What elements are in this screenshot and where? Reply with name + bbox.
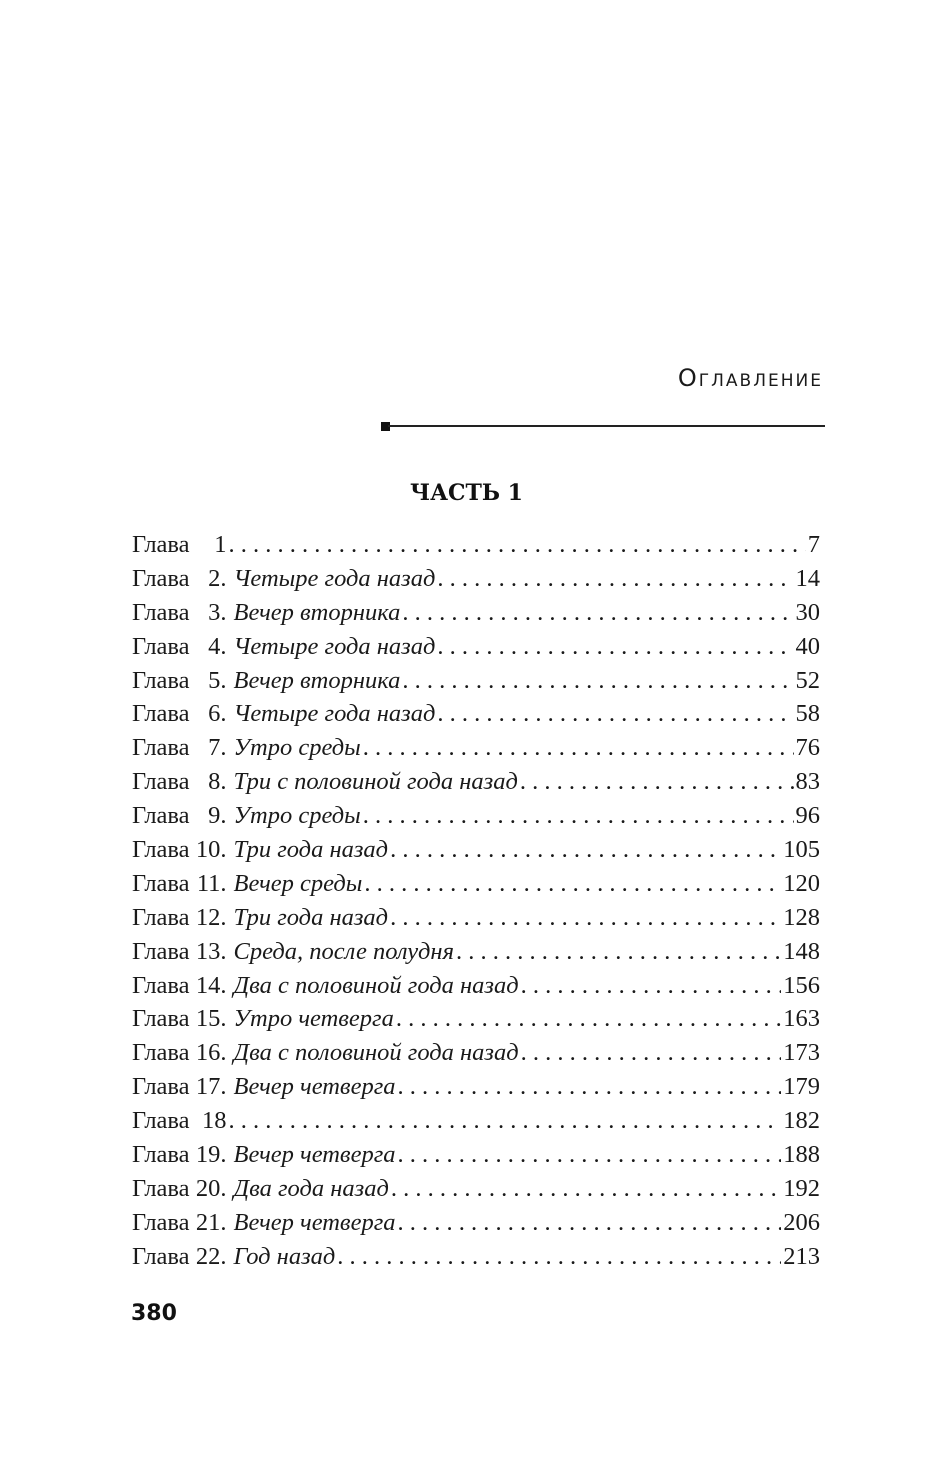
- chapter-title: Четыре года назад: [233, 632, 436, 660]
- chapter-title: Два с половиной года назад: [233, 1039, 519, 1067]
- dot-leader: [402, 664, 793, 698]
- chapter-title: Три с половиной года назад: [233, 768, 518, 796]
- chapter-label: Глава: [132, 1141, 190, 1169]
- chapter-number: 15.: [195, 1005, 227, 1033]
- dot-leader: [398, 1070, 782, 1104]
- toc-entry: [132, 1104, 820, 1138]
- chapter-label: Глава: [132, 937, 190, 965]
- chapter-number: 12.: [195, 903, 227, 931]
- chapter-title: Утро четверга: [233, 1005, 394, 1033]
- chapter-title: Год назад: [233, 1242, 336, 1270]
- toc-entry: [132, 1172, 820, 1206]
- chapter-page-number: 40: [795, 632, 820, 660]
- chapter-number: 9.: [208, 802, 227, 830]
- chapter-label: Глава: [132, 1005, 190, 1033]
- chapter-label: Глава: [132, 802, 190, 830]
- dot-leader: [521, 969, 782, 1003]
- chapter-page-number: 30: [795, 598, 820, 626]
- chapter-page-number: 156: [783, 971, 820, 999]
- toc-entry: [132, 528, 820, 562]
- chapter-label: Глава: [132, 1107, 190, 1135]
- toc-entry: [132, 596, 820, 630]
- chapter-page-number: 192: [783, 1174, 820, 1202]
- chapter-page-number: 76: [795, 734, 820, 762]
- dot-leader: [396, 1002, 781, 1036]
- table-of-contents: [132, 528, 820, 1274]
- chapter-number: 6.: [208, 700, 227, 728]
- chapter-page-number: 213: [783, 1242, 820, 1270]
- toc-entry: [132, 1206, 820, 1240]
- chapter-title: Два с половиной года назад: [233, 971, 519, 999]
- chapter-number: 19.: [195, 1141, 227, 1169]
- dot-leader: [456, 935, 781, 969]
- chapter-title: Четыре года назад: [233, 564, 436, 592]
- dot-leader: [402, 596, 793, 630]
- chapter-title: Утро среды: [233, 802, 361, 830]
- chapter-number: 2.: [208, 564, 227, 592]
- toc-entry: [132, 1138, 820, 1172]
- toc-entry: [132, 630, 820, 664]
- chapter-number: 11.: [196, 869, 227, 897]
- chapter-number: 20.: [195, 1174, 227, 1202]
- dot-leader: [390, 901, 781, 935]
- chapter-title: Вечер вторника: [233, 598, 401, 626]
- chapter-number: 4.: [208, 632, 227, 660]
- chapter-label: Глава: [132, 1242, 190, 1270]
- chapter-label: Глава: [132, 734, 190, 762]
- chapter-label: Глава: [132, 1208, 190, 1236]
- toc-entry: [132, 969, 820, 1003]
- chapter-label: Глава: [132, 903, 190, 931]
- dot-leader: [437, 697, 793, 731]
- dot-leader: [363, 731, 794, 765]
- chapter-page-number: 14: [795, 564, 820, 592]
- dot-leader: [437, 562, 793, 596]
- toc-entry: [132, 833, 820, 867]
- chapter-page-number: 58: [795, 700, 820, 728]
- chapter-number: 21.: [195, 1208, 227, 1236]
- dot-leader: [363, 799, 794, 833]
- dot-leader: [398, 1138, 782, 1172]
- chapter-title: Вечер среды: [233, 869, 363, 897]
- toc-entry: [132, 731, 820, 765]
- chapter-number: 3.: [208, 598, 227, 626]
- chapter-page-number: 163: [783, 1005, 820, 1033]
- chapter-page-number: 120: [783, 869, 820, 897]
- chapter-page-number: 179: [783, 1073, 820, 1101]
- dot-leader: [364, 867, 781, 901]
- toc-entry: [132, 664, 820, 698]
- chapter-title: Вечер четверга: [233, 1141, 396, 1169]
- dot-leader: [391, 1172, 781, 1206]
- dot-leader: [337, 1240, 781, 1274]
- chapter-page-number: 105: [783, 836, 820, 864]
- toc-entry: [132, 1240, 820, 1274]
- page-number: 380: [131, 1301, 177, 1326]
- chapter-label: Глава: [132, 666, 190, 694]
- dot-leader: [520, 765, 794, 799]
- chapter-label: Глава: [132, 1174, 190, 1202]
- chapter-number: 5.: [208, 666, 227, 694]
- dot-leader: [398, 1206, 782, 1240]
- chapter-number: 17.: [195, 1073, 227, 1101]
- toc-entry: [132, 1070, 820, 1104]
- toc-entry: [132, 867, 820, 901]
- toc-heading: Оглавление: [677, 364, 823, 392]
- chapter-label: Глава: [132, 564, 190, 592]
- toc-entry: [132, 901, 820, 935]
- part-title: ЧАСТЬ 1: [409, 480, 523, 506]
- toc-entry: [132, 765, 820, 799]
- chapter-label: Глава: [132, 598, 190, 626]
- chapter-label: Глава: [132, 700, 190, 728]
- dot-leader: [229, 528, 806, 562]
- dot-leader: [390, 833, 781, 867]
- chapter-label: Глава: [132, 1073, 190, 1101]
- chapter-page-number: 96: [795, 802, 820, 830]
- dot-leader: [521, 1036, 782, 1070]
- chapter-page-number: 148: [783, 937, 820, 965]
- chapter-title: Вечер вторника: [233, 666, 401, 694]
- dot-leader: [437, 630, 793, 664]
- chapter-label: Глава: [132, 971, 190, 999]
- chapter-page-number: 182: [783, 1107, 820, 1135]
- chapter-page-number: 128: [783, 903, 820, 931]
- dot-leader: [229, 1104, 782, 1138]
- chapter-label: Глава: [132, 869, 190, 897]
- chapter-title: Три года назад: [233, 903, 389, 931]
- heading-rule: [388, 425, 825, 427]
- chapter-number: 8.: [208, 768, 227, 796]
- chapter-title: Два года назад: [233, 1174, 389, 1202]
- chapter-page-number: 188: [783, 1141, 820, 1169]
- toc-entry: [132, 697, 820, 731]
- chapter-page-number: 52: [795, 666, 820, 694]
- chapter-page-number: 206: [783, 1208, 820, 1236]
- chapter-number: 16.: [195, 1039, 227, 1067]
- toc-entry: [132, 935, 820, 969]
- chapter-label: Глава: [132, 836, 190, 864]
- chapter-title: Утро среды: [233, 734, 361, 762]
- chapter-label: Глава: [132, 768, 190, 796]
- chapter-title: Среда, после полудня: [233, 937, 454, 965]
- chapter-title: Вечер четверга: [233, 1208, 396, 1236]
- toc-entry: [132, 1002, 820, 1036]
- chapter-number: 13.: [195, 937, 227, 965]
- toc-entry: [132, 562, 820, 596]
- toc-entry: [132, 799, 820, 833]
- chapter-number: 7.: [208, 734, 227, 762]
- chapter-page-number: 173: [783, 1039, 820, 1067]
- chapter-label: Глава: [132, 531, 190, 558]
- chapter-number: 22.: [195, 1242, 227, 1270]
- chapter-title: Вечер четверга: [233, 1073, 396, 1101]
- chapter-title: Четыре года назад: [233, 700, 436, 728]
- chapter-number: 10.: [195, 836, 227, 864]
- chapter-page-number: 7: [807, 531, 820, 558]
- chapter-label: Глава: [132, 632, 190, 660]
- chapter-page-number: 83: [795, 768, 820, 796]
- chapter-title: Три года назад: [233, 836, 389, 864]
- chapter-label: Глава: [132, 1039, 190, 1067]
- chapter-number: 14.: [195, 971, 227, 999]
- toc-entry: [132, 1036, 820, 1070]
- chapter-number: 18: [202, 1107, 227, 1135]
- chapter-number: 1: [214, 531, 227, 558]
